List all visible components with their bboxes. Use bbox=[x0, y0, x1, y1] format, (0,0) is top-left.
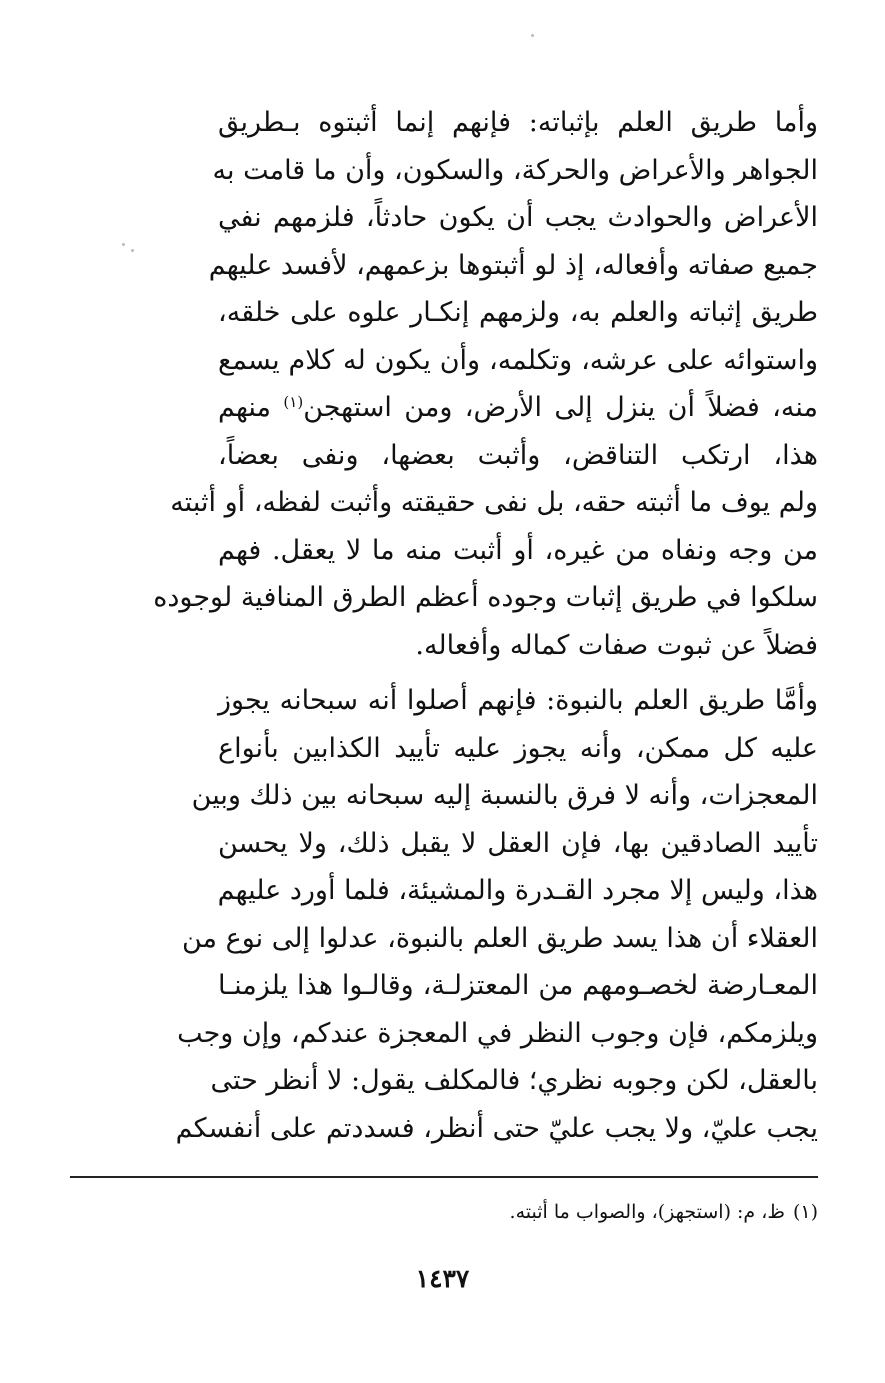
scan-speck bbox=[122, 243, 125, 246]
text-line: وأما طريق العلم بإثباته: فإنهم إنما أثبتوه بـطريق bbox=[218, 107, 818, 138]
text-line: واستوائه على عرشه، وتكلمه، وأن يكون له كلام يسمع bbox=[218, 344, 818, 376]
footnote-divider bbox=[70, 1176, 818, 1178]
text-line: ويلزمكم، فإن وجوب النظر في المعجزة عندكم، وإن وجب bbox=[177, 1017, 818, 1049]
text-line: ولم يوف ما أثبته حقه، بل نفى حقيقته وأثبت لفظه، أو أثبته bbox=[170, 487, 818, 518]
text-line: الجواهر والأعراض والحركة، والسكون، وأن ما قامت به bbox=[212, 154, 818, 186]
paragraph-2 bbox=[175, 677, 818, 1152]
footnote-number: (١) bbox=[792, 1201, 818, 1223]
text-line: هذا، ارتكب التناقض، وأثبت بعضها، ونفى بعضاً، bbox=[218, 439, 818, 471]
text-line: العقلاء أن هذا يسد طريق العلم بالنبوة، عدلوا إلى نوع من bbox=[182, 922, 818, 954]
text-segment: منهم bbox=[218, 392, 284, 423]
text-line: الأعراض والحوادث يجب أن يكون حادثاً، فلزمهم نفي bbox=[218, 202, 818, 233]
text-line: تأييد الصادقين بها، فإن العقل لا يقبل ذلك، ولا يحسن bbox=[218, 827, 818, 859]
text-line: يجب عليّ، ولا يجب عليّ حتى أنظر، فسددتم على أنفسكم bbox=[175, 1112, 818, 1144]
text-line: سلكوا في طريق إثبات وجوده أعظم الطرق المنافية لوجوده bbox=[153, 582, 818, 613]
text-line: وأمَّا طريق العلم بالنبوة: فإنهم أصلوا أنه سبحانه يجوز bbox=[218, 685, 818, 716]
paragraph-1 bbox=[153, 99, 818, 669]
text-line: المعـارضة لخصـومهم من المعتزلـة، وقالـوا هذا يلزمنـا bbox=[218, 970, 818, 1001]
footnote-reference[interactable]: (١) bbox=[283, 393, 304, 411]
text-line: المعجزات، وأنه لا فرق بالنسبة إليه سبحانه بين ذلك وبين bbox=[191, 780, 818, 811]
text-segment: منه، فضلاً أن ينزل إلى الأرض، ومن استهجن bbox=[303, 392, 818, 423]
footnote bbox=[510, 1198, 818, 1226]
text-line-with-footnote-ref bbox=[218, 384, 818, 432]
text-line: فضلاً عن ثبوت صفات كماله وأفعاله. bbox=[415, 629, 818, 661]
page-number: ١٤٣٧ bbox=[415, 1264, 470, 1293]
text-line: من وجه ونفاه من غيره، أو أثبت منه ما لا يعقل. فهم bbox=[218, 534, 818, 566]
footnote-text: ظ، م: (استجهز)، والصواب ما أثبته. bbox=[509, 1201, 785, 1223]
text-line: بالعقل، لكن وجوبه نظري؛ فالمكلف يقول: لا أنظر حتى bbox=[210, 1065, 818, 1096]
text-line: هذا، وليس إلا مجرد القـدرة والمشيئة، فلما أورد عليهم bbox=[217, 875, 818, 906]
text-line: جميع صفاته وأفعاله، إذ لو أثبتوها بزعمهم، لأفسد عليهم bbox=[208, 249, 818, 281]
text-line: عليه كل ممكن، وأنه يجوز عليه تأييد الكذابين بأنواع bbox=[218, 732, 818, 764]
scan-speck bbox=[131, 249, 134, 252]
text-line: طريق إثباته والعلم به، ولزمهم إنكـار علوه على خلقه، bbox=[218, 297, 818, 328]
scan-speck bbox=[531, 34, 534, 37]
